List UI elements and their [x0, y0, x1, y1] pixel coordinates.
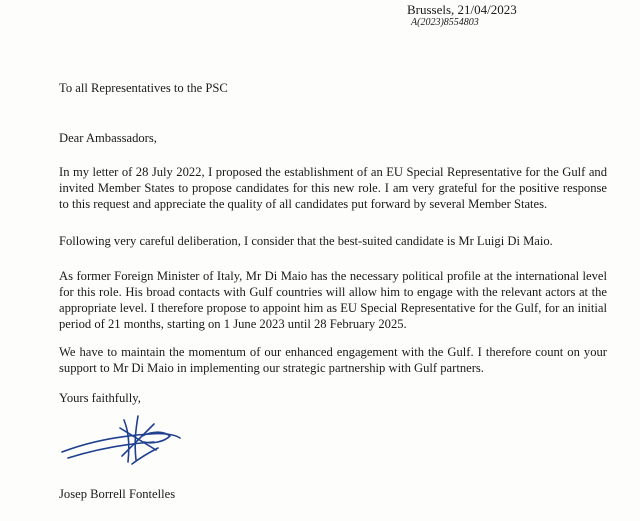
- closing-line: Yours faithfully,: [59, 391, 141, 405]
- salutation: Dear Ambassadors,: [59, 131, 157, 145]
- handwritten-signature: [58, 412, 198, 470]
- reference-number: A(2023)8554803: [411, 17, 479, 28]
- signatory-name: Josep Borrell Fontelles: [59, 487, 176, 501]
- paragraph-3: As former Foreign Minister of Italy, Mr Di Maio has the necessary political profile at the international level for this role. His broad contacts with Gulf countries will allow him to engage with the relevant actors at the appropriate level. I therefore propose to appoint him as EU Special Representative for the Gulf, for an initial period of 21 months, starting on 1 June 2023 until 28 February 2025.: [59, 269, 607, 331]
- addressee-line: To all Representatives to the PSC: [59, 81, 228, 95]
- paragraph-1: In my letter of 28 July 2022, I proposed the establishment of an EU Special Representative for the Gulf and invited Member States to propose candidates for this new role. I am very grateful for the positive response to this request and appreciate the quality of all candidates put forward by several Member States.: [59, 165, 607, 211]
- paragraph-4: We have to maintain the momentum of our enhanced engagement with the Gulf. I therefore count on your support to Mr Di Maio in implementing our strategic partnership with Gulf partners.: [59, 345, 607, 375]
- letter-date: Brussels, 21/04/2023: [407, 2, 517, 17]
- paragraph-2: Following very careful deliberation, I consider that the best-suited candidate is Mr Luigi Di Maio.: [59, 234, 553, 248]
